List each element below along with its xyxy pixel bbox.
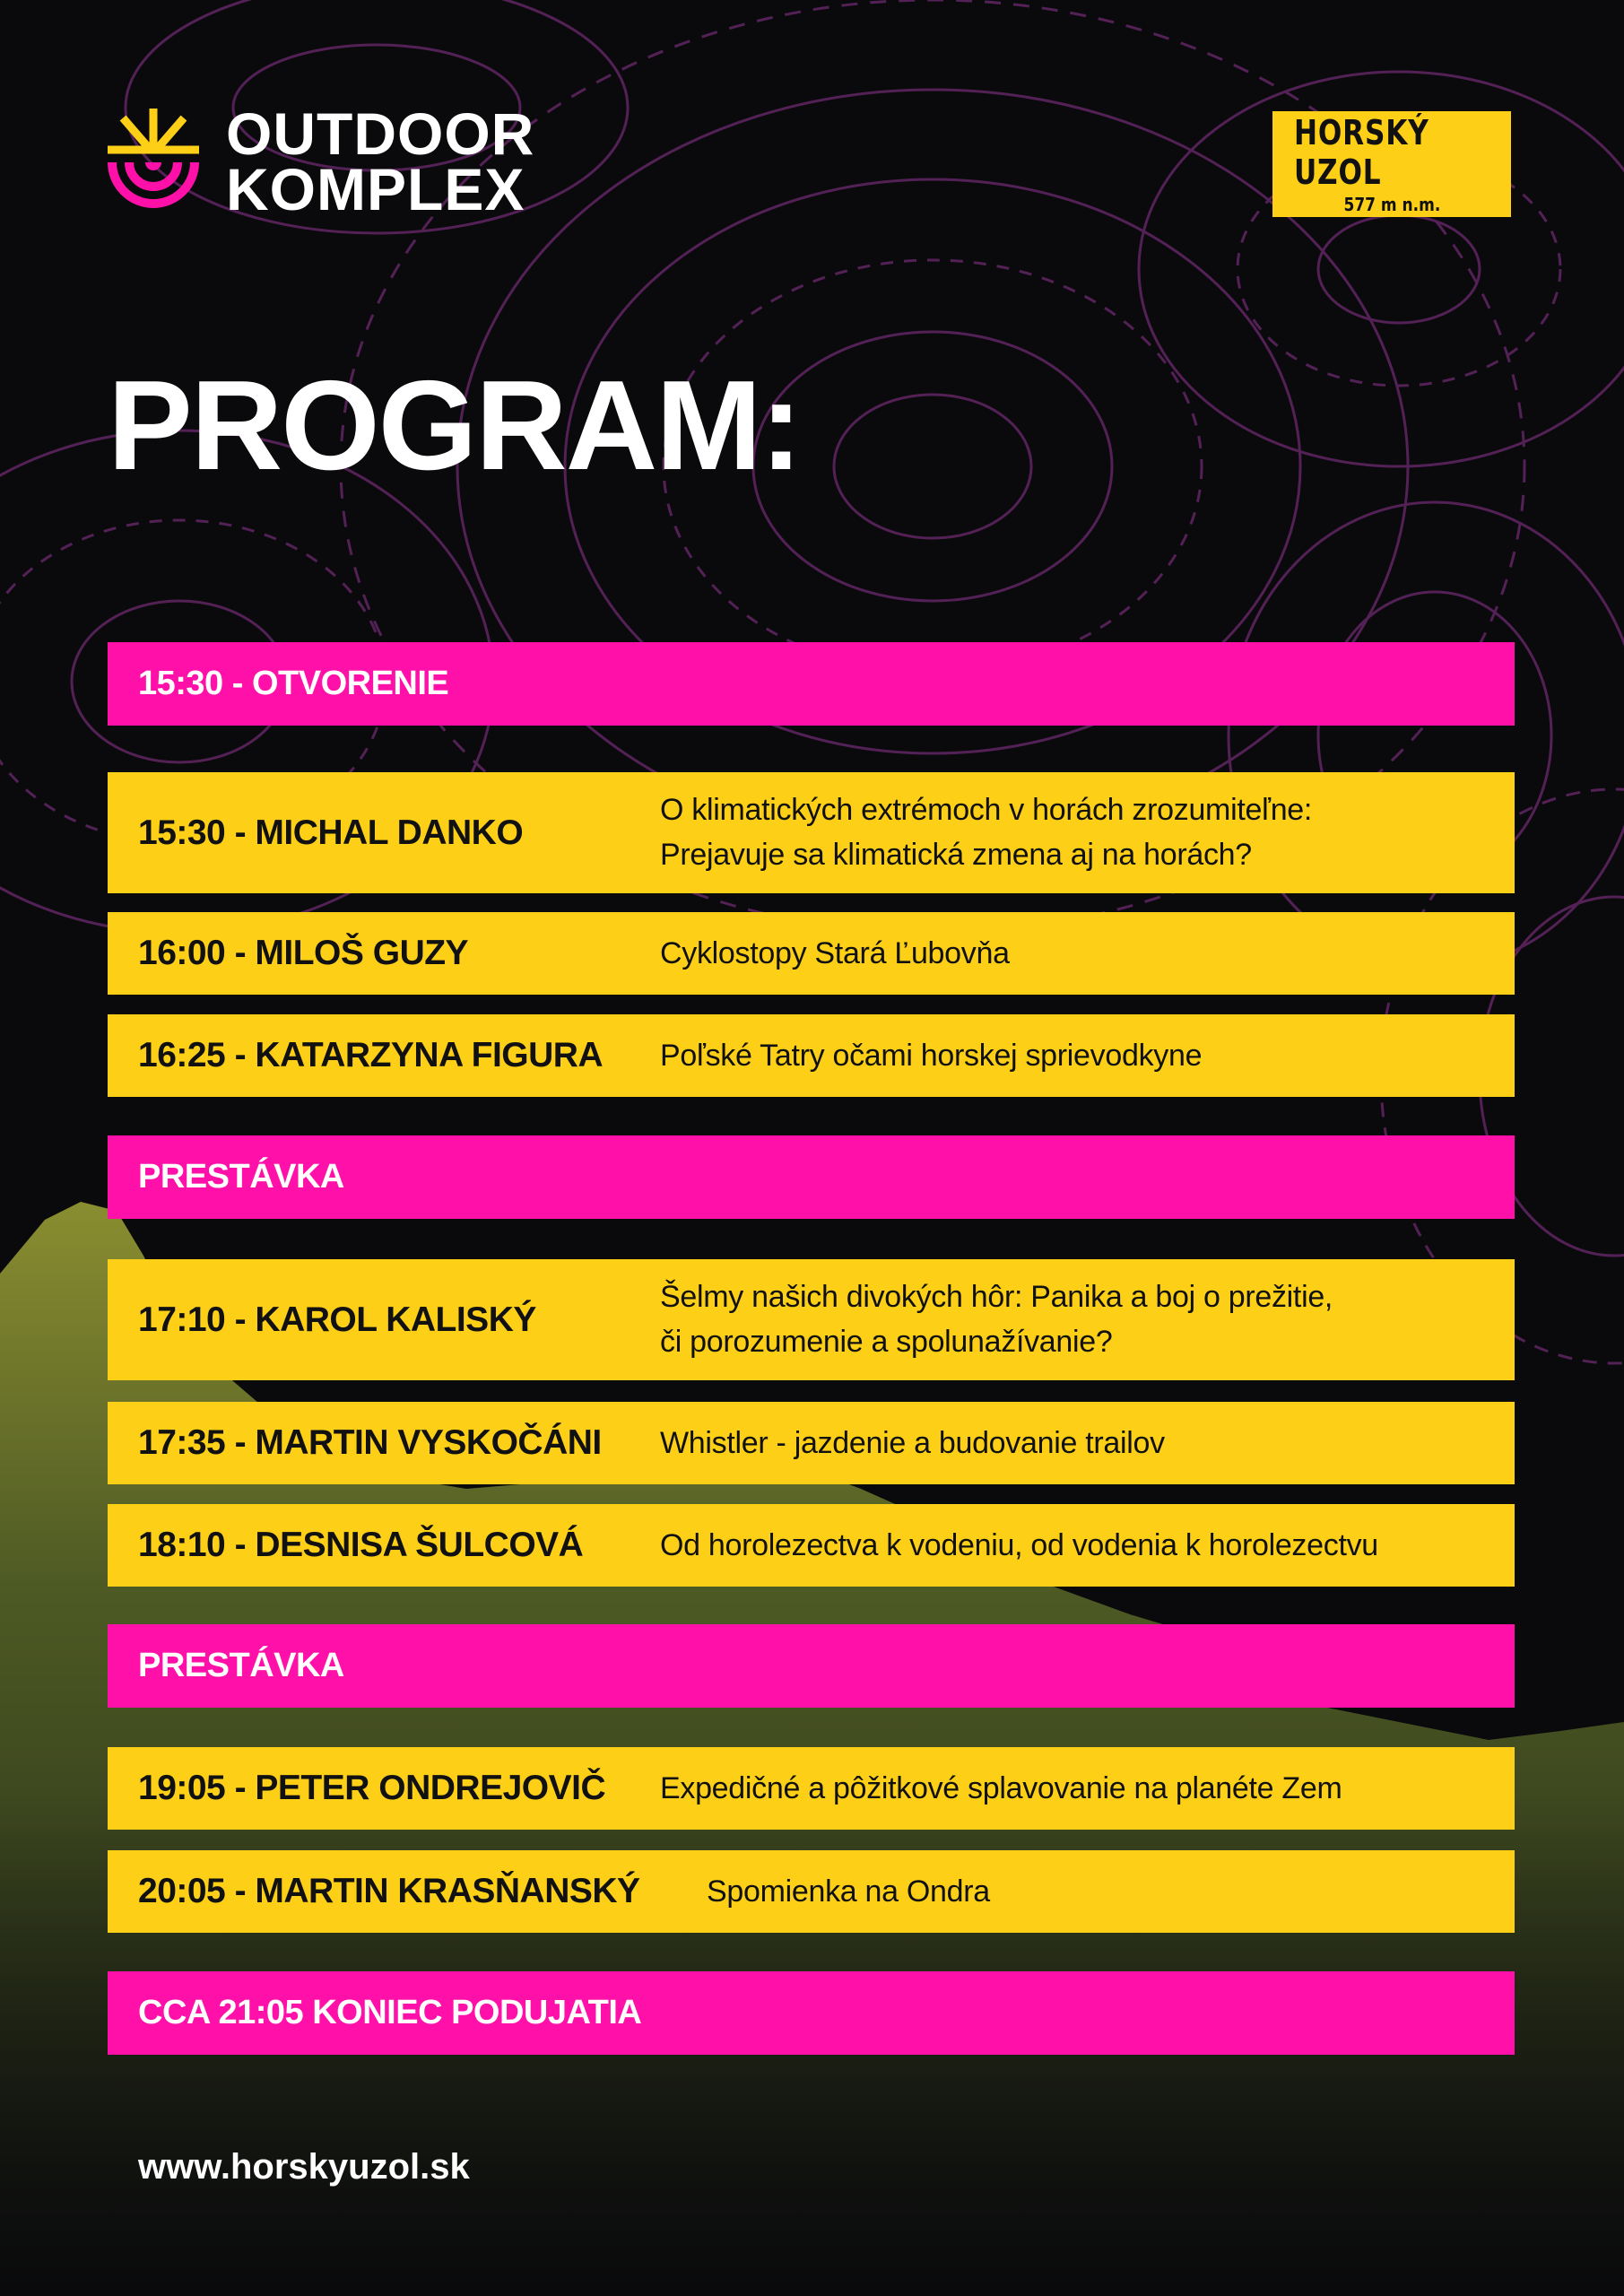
schedule-row-talk	[108, 1504, 1515, 1587]
schedule-row-opening	[108, 642, 1515, 726]
speaker-time-name: 19:05 - PETER ONDREJOVIČ	[138, 1769, 606, 1807]
speaker-time-name: 16:00 - MILOŠ GUZY	[138, 934, 469, 972]
talk-title-line-1: O klimatických extrémoch v horách zrozumiteľne:	[660, 793, 1313, 827]
schedule-row-talk	[108, 1402, 1515, 1484]
horsky-uzol-badge	[1272, 111, 1511, 217]
sun-target-icon	[108, 109, 199, 214]
schedule-row-talk	[108, 1259, 1515, 1380]
talk-title: Spomienka na Ondra	[707, 1874, 990, 1909]
schedule-row-talk	[108, 1850, 1515, 1933]
talk-title: Whistler - jazdenie a budovanie trailov	[660, 1426, 1165, 1460]
schedule-row-talk	[108, 1014, 1515, 1097]
logo-wordmark	[226, 100, 535, 222]
page-title: PROGRAM:	[108, 354, 801, 497]
speaker-time-name: 16:25 - KATARZYNA FIGURA	[138, 1036, 604, 1074]
badge-name: HORSKÝ UZOL	[1293, 113, 1429, 192]
row-label: PRESTÁVKA	[138, 1647, 344, 1684]
talk-title: Expedičné a pôžitkové splavovanie na planéte Zem	[660, 1771, 1342, 1805]
outdoor-komplex-logo	[108, 100, 535, 222]
website-link[interactable]: www.horskyuzol.sk	[138, 2147, 470, 2187]
talk-title: Od horolezectva k vodeniu, od vodenia k horolezectvu	[660, 1528, 1378, 1562]
schedule-row-talk	[108, 912, 1515, 995]
schedule-row-talk	[108, 1747, 1515, 1830]
speaker-time-name: 18:10 - DESNISA ŠULCOVÁ	[138, 1526, 584, 1564]
talk-title	[660, 1274, 1333, 1364]
schedule-row-break	[108, 1135, 1515, 1219]
talk-title	[660, 787, 1312, 877]
speaker-time-name: 17:10 - KAROL KALISKÝ	[138, 1300, 536, 1339]
speaker-time-name: 17:35 - MARTIN VYSKOČÁNI	[138, 1423, 602, 1462]
speaker-time-name: 20:05 - MARTIN KRASŇANSKÝ	[138, 1872, 640, 1910]
talk-title-line-2: či porozumenie a spolunažívanie?	[660, 1325, 1113, 1359]
schedule-row-talk	[108, 772, 1515, 893]
row-label: 15:30 - OTVORENIE	[138, 665, 449, 702]
talk-title-line-2: Prejavuje sa klimatická zmena aj na horách?	[660, 838, 1252, 872]
logo-line-2: KOMPLEX	[226, 156, 525, 222]
talk-title: Poľské Tatry očami horskej sprievodkyne	[660, 1039, 1203, 1073]
row-label: CCA 21:05 KONIEC PODUJATIA	[138, 1994, 642, 2031]
row-label: PRESTÁVKA	[138, 1158, 344, 1196]
talk-title: Cyklostopy Stará Ľubovňa	[660, 936, 1010, 970]
talk-title-line-1: Šelmy našich divokých hôr: Panika a boj o prežitie,	[660, 1280, 1333, 1314]
schedule-row-break	[108, 1624, 1515, 1708]
speaker-time-name: 15:30 - MICHAL DANKO	[138, 813, 524, 852]
logo-line-1: OUTDOOR	[226, 100, 535, 167]
badge-altitude: 577 m n.m.	[1343, 194, 1440, 215]
schedule-row-end	[108, 1971, 1515, 2055]
